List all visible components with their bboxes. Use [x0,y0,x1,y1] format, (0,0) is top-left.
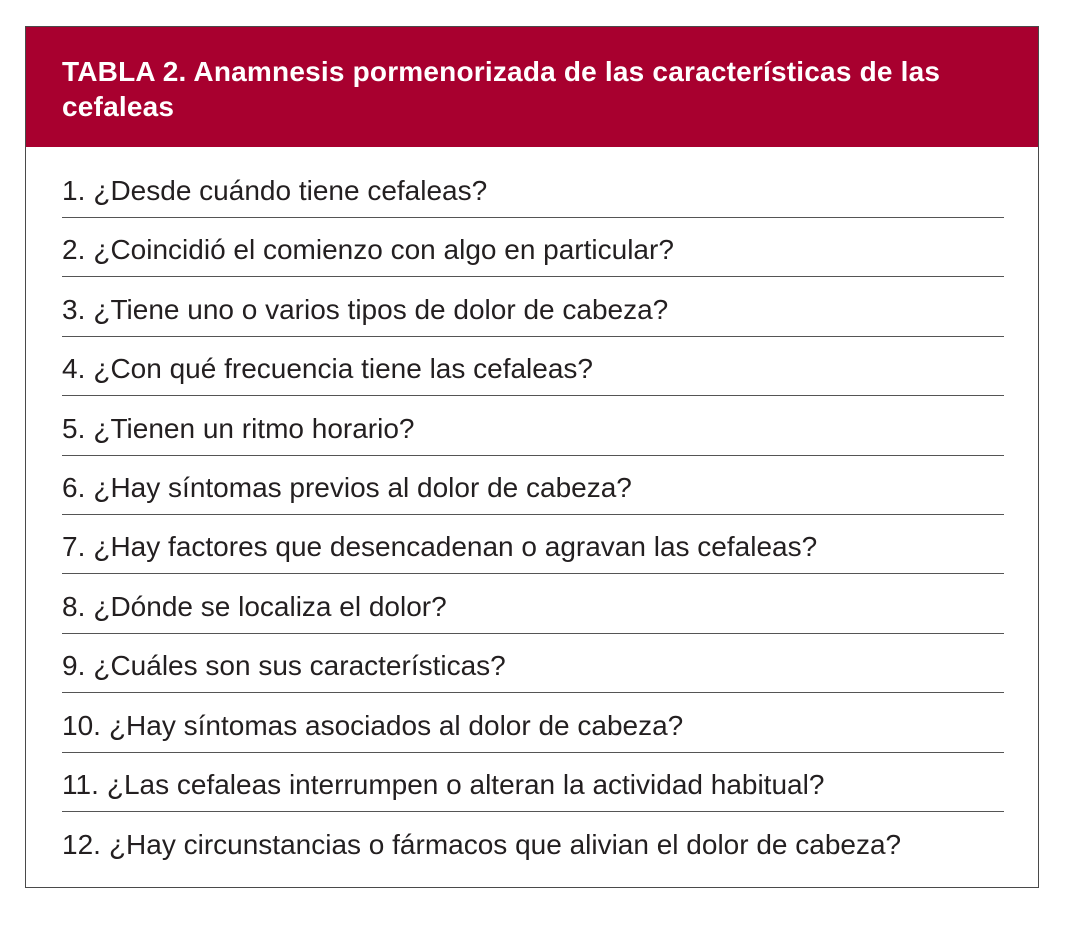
table-title: TABLA 2. Anamnesis pormenorizada de las características de las cefaleas [26,27,1038,147]
row-question: ¿Dónde se localiza el dolor? [93,590,447,622]
row-number: 4. [62,353,86,385]
table-row [62,396,1004,455]
table-row [62,753,1004,812]
row-number: 10. [62,709,101,741]
row-question: ¿Hay síntomas previos al dolor de cabeza? [93,471,632,503]
row-number: 3. [62,293,86,325]
table-body [26,147,1038,871]
row-question: ¿Cuáles son sus características? [93,650,506,682]
table-row [62,337,1004,396]
row-question: ¿Las cefaleas interrumpen o alteran la actividad habitual? [106,768,825,800]
row-question: ¿Con qué frecuencia tiene las cefaleas? [93,353,593,385]
row-question: ¿Tienen un ritmo horario? [93,412,415,444]
row-number: 11. [62,768,99,800]
table-row [62,218,1004,277]
row-number: 12. [62,829,101,861]
row-number: 6. [62,471,86,503]
row-number: 5. [62,412,86,444]
row-question: ¿Desde cuándo tiene cefaleas? [93,175,488,206]
row-number: 2. [62,234,86,266]
row-number: 1. [62,175,86,206]
table-row [62,147,1004,218]
table-row [62,693,1004,752]
anamnesis-table [25,26,1039,888]
table-row [62,515,1004,574]
row-number: 9. [62,650,86,682]
row-number: 7. [62,531,86,563]
row-question: ¿Coincidió el comienzo con algo en particular? [93,234,674,266]
table-row [62,812,1004,871]
row-question: ¿Hay síntomas asociados al dolor de cabeza? [108,709,684,741]
table-row [62,456,1004,515]
row-number: 8. [62,590,86,622]
row-question: ¿Hay circunstancias o fármacos que alivian el dolor de cabeza? [108,829,902,861]
row-question: ¿Hay factores que desencadenan o agravan las cefaleas? [93,531,818,563]
table-row [62,574,1004,633]
row-question: ¿Tiene uno o varios tipos de dolor de cabeza? [93,293,669,325]
table-row [62,277,1004,336]
table-row [62,634,1004,693]
